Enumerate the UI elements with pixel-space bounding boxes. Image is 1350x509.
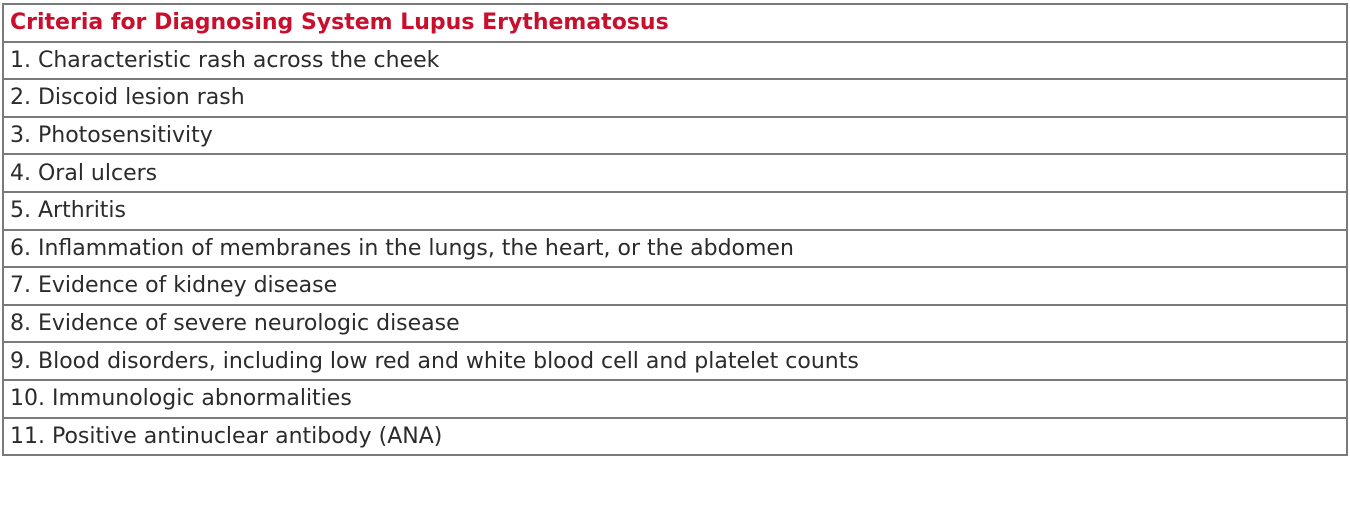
table-title: Criteria for Diagnosing System Lupus Erythematosus <box>3 4 1347 42</box>
criterion-cell: 3. Photosensitivity <box>3 117 1347 155</box>
criterion-cell: 8. Evidence of severe neurologic disease <box>3 305 1347 343</box>
criterion-cell: 10. Immunologic abnormalities <box>3 380 1347 418</box>
criterion-cell: 11. Positive antinuclear antibody (ANA) <box>3 418 1347 456</box>
table-row <box>3 154 1347 192</box>
criteria-table <box>2 3 1348 456</box>
table-header-row <box>3 4 1347 42</box>
criterion-cell: 4. Oral ulcers <box>3 154 1347 192</box>
table-row <box>3 267 1347 305</box>
criterion-cell: 1. Characteristic rash across the cheek <box>3 42 1347 80</box>
criterion-cell: 7. Evidence of kidney disease <box>3 267 1347 305</box>
table-row <box>3 79 1347 117</box>
table-row <box>3 342 1347 380</box>
table-row <box>3 117 1347 155</box>
table-row <box>3 192 1347 230</box>
table-row <box>3 380 1347 418</box>
table-row <box>3 418 1347 456</box>
table-row <box>3 42 1347 80</box>
table-row <box>3 230 1347 268</box>
criterion-cell: 6. Inflammation of membranes in the lungs, the heart, or the abdomen <box>3 230 1347 268</box>
criterion-cell: 5. Arthritis <box>3 192 1347 230</box>
table-row <box>3 305 1347 343</box>
criterion-cell: 2. Discoid lesion rash <box>3 79 1347 117</box>
criterion-cell: 9. Blood disorders, including low red and white blood cell and platelet counts <box>3 342 1347 380</box>
